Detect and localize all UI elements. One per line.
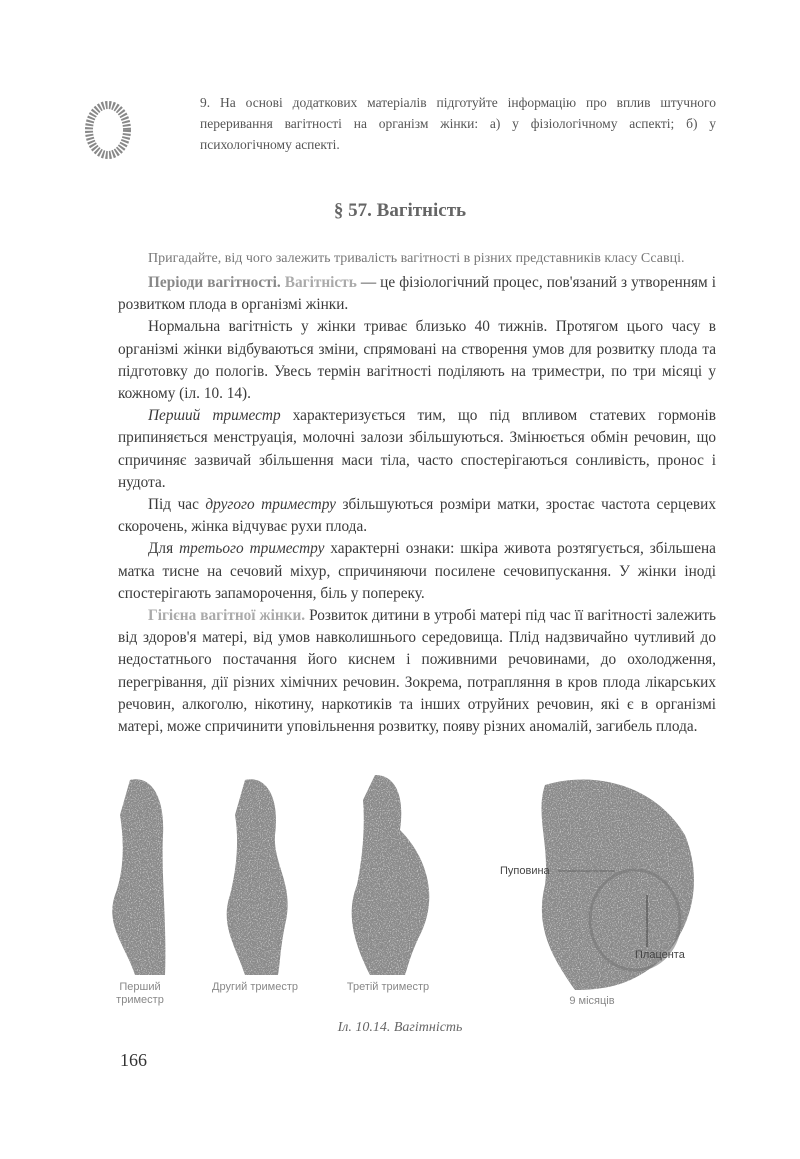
paragraph: Нормальна вагітність у жінки триває близько 40 тижнів. Протягом цього часу в організмі жінки відбуваються зміни, спрямовані на створення умов для розвитку плода та підготовку до пологів. Увесь термін вагітності поділяють на триместри, по три місяці у кожному (іл. 10. 14).	[118, 318, 716, 403]
subheading: Гігієна вагітної жінки.	[148, 607, 306, 625]
paragraph-text: характерні ознаки: шкіра живота розтягується, збільшена матка тисне на сечовий міхур, спричиняючи посилене сечовипускання. У жінки іноді спостерігають запаморочення, біль у попереку.	[118, 540, 716, 602]
term: третього триместру	[179, 540, 325, 558]
label-umbilical-cord: Пуповина	[500, 865, 550, 877]
paragraph	[118, 605, 716, 738]
paragraph-text: Для	[148, 540, 180, 558]
paragraph	[118, 494, 716, 538]
figure-pregnancy	[95, 775, 735, 1015]
label-second-trimester: Другий триместр	[212, 981, 298, 993]
paragraph-text: — це фізіологічний процес, пов'язаний з утворенням і розвитком плода в організмі жінки.	[118, 274, 716, 314]
section-body	[118, 272, 716, 738]
paragraph-text: Розвиток дитини в утробі матері під час її вагітності залежить від здоров'я матері, від умов навколишнього середовища. Плід надзвичайно чутливий до недостатнього постачання його киснем і поживними речовинами, до охолодження, перегрівання, дії різних хімічних речовин. Зокрема, потрапляння в кров плода лікарських речовин, алкоголю, нікотину, наркотиків та інших отруйних речовин, які є в організмі матері, може спричинити уповільнення розвитку, появу різних аномалій, загибель плода.	[118, 607, 717, 736]
task-text: 9. На основі додаткових матеріалів підготуйте інформацію про вплив штучного переривання вагітності на організм жінки: а) у фізіологічному аспекті; б) у психологічному аспекті.	[200, 95, 716, 152]
term: Перший триместр	[148, 407, 281, 425]
label-nine-months: 9 місяців	[569, 995, 615, 1007]
subheading: Періоди вагітності.	[148, 274, 281, 291]
silhouette-first-trimester	[112, 779, 165, 975]
section-title: § 57. Вагітність	[333, 200, 467, 221]
paragraph	[118, 538, 716, 605]
task-ring-icon	[85, 100, 131, 160]
paragraph-text: збільшуються розміри матки, зростає частота серцевих скорочень, жінка відчуває рухи плода.	[118, 496, 716, 536]
intro-question: Пригадайте, від чого залежить тривалість вагітності в різних представників класу Ссавці.	[148, 251, 685, 266]
silhouette-third-trimester	[352, 775, 430, 975]
paragraph-text: характеризується тим, що під впливом статевих гормонів припиняється менструація, молочні залози збільшуються. Змінюється обмін речовин, що спричиняє зазвичай збільшення маси тіла, часто спостерігаються сонливість, пронос і нудота.	[118, 407, 716, 491]
paragraph	[118, 405, 716, 494]
paragraph	[118, 272, 716, 316]
silhouette-second-trimester	[227, 779, 288, 975]
term: Вагітність	[284, 274, 357, 291]
figure-caption: Іл. 10.14. Вагітність	[337, 1020, 463, 1035]
label-first-trimester: Перший триместр	[116, 981, 164, 1006]
pregnancy-illustration	[95, 775, 735, 1015]
page-number: 166	[120, 1050, 147, 1070]
term: другого триместру	[205, 496, 336, 514]
section-content	[118, 248, 716, 738]
paragraph-text: Під час	[148, 496, 206, 514]
label-placenta: Плацента	[635, 949, 685, 961]
label-third-trimester: Третій триместр	[346, 981, 430, 993]
